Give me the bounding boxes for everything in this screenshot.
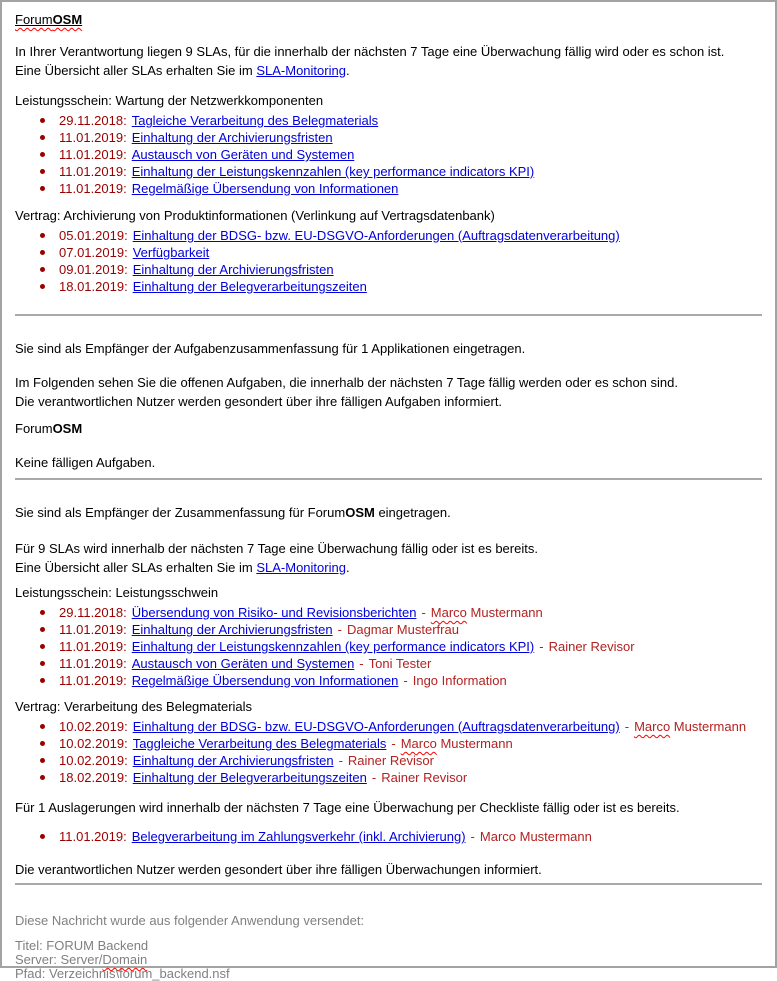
due-date: 11.01.2019: xyxy=(59,181,127,196)
name-spellcheck: Marco xyxy=(634,719,671,734)
group-title-netzwerkkomponenten: Leistungsschein: Wartung der Netzwerkkomponenten xyxy=(15,93,324,108)
brand-spellcheck xyxy=(15,12,82,27)
sla-item xyxy=(59,261,762,278)
sla-item xyxy=(59,638,762,655)
sla-item xyxy=(59,604,762,621)
tasks-recipient-line: Sie sind als Empfänger der Aufgabenzusammenfassung für 1 Applikationen eingetragen. xyxy=(15,341,526,356)
due-date: 18.01.2019: xyxy=(59,279,128,294)
sla-item xyxy=(59,244,762,261)
sla-item-link[interactable]: Übersendung von Risiko- und Revisionsberichten xyxy=(131,605,417,620)
sla-item-link[interactable]: Einhaltung der Archivierungsfristen xyxy=(132,262,334,277)
name-separator: - xyxy=(371,770,377,785)
footer xyxy=(15,913,762,981)
name-separator: - xyxy=(359,656,364,671)
section-divider xyxy=(15,478,762,480)
sla-item-link[interactable]: Einhaltung der Leistungskennzahlen (key performance indicators KPI) xyxy=(131,639,535,654)
brand-prefix: Forum xyxy=(15,12,53,27)
server-domain-spellcheck: Domain xyxy=(102,952,148,967)
summary-line2-prefix: Eine Übersicht aller SLAs erhalten Sie im xyxy=(15,560,257,575)
responsible-name: - Rainer Revisor xyxy=(539,639,635,654)
name-separator: - xyxy=(421,605,426,620)
responsible-name: - Toni Tester xyxy=(359,656,432,671)
sla-item-link[interactable]: Einhaltung der Archivierungsfristen xyxy=(131,130,333,145)
responsible-name: - Ingo Information xyxy=(403,673,507,688)
sla-list-belegmaterial xyxy=(15,718,762,786)
sla-item xyxy=(59,828,762,845)
footer-path-line: Pfad: Verzeichnis\forum_backend.nsf xyxy=(15,966,230,981)
brand-suffix: OSM xyxy=(52,421,83,436)
group-title-leistungsschwein: Leistungsschein: Leistungsschwein xyxy=(15,585,219,600)
due-date: 11.01.2019: xyxy=(59,639,127,654)
section-divider xyxy=(15,314,762,316)
footer-app-info xyxy=(15,939,762,981)
summary-intro-paragraph xyxy=(15,539,762,577)
brand-suffix: OSM xyxy=(52,12,83,27)
sla-item-link[interactable]: Verfügbarkeit xyxy=(132,245,210,260)
summary-recipient-prefix: Sie sind als Empfänger der Zusammenfassung für xyxy=(15,505,308,520)
brand-prefix: Forum xyxy=(307,505,346,520)
sla-item-link[interactable]: Einhaltung der Belegverarbeitungszeiten xyxy=(132,770,367,785)
section-divider xyxy=(15,883,762,885)
sla-item-link[interactable]: Taggleiche Verarbeitung des Belegmaterials xyxy=(132,736,387,751)
name-separator: - xyxy=(539,639,544,654)
sla-item-link[interactable]: Einhaltung der Archivierungsfristen xyxy=(131,622,333,637)
summary-recipient-suffix: eingetragen. xyxy=(374,505,451,520)
responsible-name: - Marco Mustermann xyxy=(421,605,543,620)
sla-item xyxy=(59,129,762,146)
due-date: 18.02.2019: xyxy=(59,770,128,785)
footer-server-line: Server: Server/Domain xyxy=(15,952,148,967)
due-date: 11.01.2019: xyxy=(59,656,127,671)
sla-intro-paragraph xyxy=(15,42,762,80)
sla-item xyxy=(59,769,762,786)
sla-monitoring-link[interactable]: SLA-Monitoring xyxy=(256,63,346,78)
sla-intro-line2-prefix: Eine Übersicht aller SLAs erhalten Sie im xyxy=(15,63,257,78)
sla-list-netzwerkkomponenten xyxy=(15,112,762,197)
sla-list-leistungsschwein xyxy=(15,604,762,689)
name-separator: - xyxy=(403,673,408,688)
sla-item xyxy=(59,112,762,129)
sla-item-link[interactable]: Einhaltung der Archivierungsfristen xyxy=(132,753,334,768)
name-separator: - xyxy=(338,753,343,768)
summary-recipient-line xyxy=(15,503,762,522)
no-tasks-line: Keine fälligen Aufgaben. xyxy=(15,455,156,470)
name-separator: - xyxy=(624,719,630,734)
group-title-produktinformationen: Vertrag: Archivierung von Produktinformationen (Verlinkung auf Vertragsdatenbank) xyxy=(15,208,495,223)
sla-item-link[interactable]: Einhaltung der BDSG- bzw. EU-DSGVO-Anforderungen (Auftragsdatenverarbeitung) xyxy=(132,719,620,734)
sla-item-link[interactable]: Einhaltung der Belegverarbeitungszeiten xyxy=(132,279,367,294)
tasks-info-line1: Im Folgenden sehen Sie die offenen Aufgaben, die innerhalb der nächsten 7 Tage fällig werden oder es schon sind. xyxy=(15,375,678,390)
name-separator: - xyxy=(470,829,475,844)
sla-item xyxy=(59,752,762,769)
due-date: 29.11.2018: xyxy=(59,113,127,128)
sla-item xyxy=(59,278,762,295)
sla-item xyxy=(59,672,762,689)
path-file-spellcheck: forum_backend.nsf xyxy=(119,966,230,981)
footer-sent-from: Diese Nachricht wurde aus folgender Anwendung versendet: xyxy=(15,913,365,928)
due-date: 11.01.2019: xyxy=(59,673,127,688)
responsible-name: - Rainer Revisor xyxy=(338,753,434,768)
brand-suffix: OSM xyxy=(345,505,375,520)
due-date: 10.02.2019: xyxy=(59,736,128,751)
due-date: 09.01.2019: xyxy=(59,262,128,277)
responsible-name: - Marco Mustermann xyxy=(391,736,513,751)
due-date: 29.11.2018: xyxy=(59,605,127,620)
brand-underline xyxy=(15,12,82,27)
name-spellcheck: Marco xyxy=(400,736,437,751)
responsible-name: - Dagmar Musterfrau xyxy=(337,622,459,637)
sla-item xyxy=(59,227,762,244)
app-brand-title xyxy=(15,12,762,28)
name-spellcheck: Marco xyxy=(430,605,467,620)
sla-item-link[interactable]: Einhaltung der Leistungskennzahlen (key performance indicators KPI) xyxy=(131,164,535,179)
checklist-line: Für 1 Auslagerungen wird innerhalb der nächsten 7 Tage eine Überwachung per Checkliste fällig oder ist es bereits. xyxy=(15,800,680,815)
sla-item xyxy=(59,163,762,180)
due-date: 07.01.2019: xyxy=(59,245,128,260)
due-date: 11.01.2019: xyxy=(59,622,127,637)
name-separator: - xyxy=(337,622,342,637)
sla-item-link[interactable]: Belegverarbeitung im Zahlungsverkehr (inkl. Archivierung) xyxy=(131,829,466,844)
due-date: 11.01.2019: xyxy=(59,147,127,162)
sla-item xyxy=(59,655,762,672)
name-separator: - xyxy=(391,736,396,751)
sla-list-produktinformationen xyxy=(15,227,762,295)
sla-item xyxy=(59,621,762,638)
app-brand-secondary xyxy=(15,419,762,438)
sla-intro-line2-suffix: . xyxy=(345,63,350,78)
due-date: 11.01.2019: xyxy=(59,130,127,145)
sla-item xyxy=(59,146,762,163)
due-date: 05.01.2019: xyxy=(59,228,128,243)
sla-item-link[interactable]: Austausch von Geräten und Systemen xyxy=(131,147,355,162)
responsible-name: - Marco Mustermann xyxy=(470,829,592,844)
sla-item xyxy=(59,718,762,735)
sla-item-link[interactable]: Tagleiche Verarbeitung des Belegmaterials xyxy=(131,113,379,128)
sla-item-link[interactable]: Einhaltung der BDSG- bzw. EU-DSGVO-Anforderungen (Auftragsdatenverarbeitung) xyxy=(132,228,620,243)
checklist-list xyxy=(15,828,762,845)
summary-line2-suffix: . xyxy=(345,560,350,575)
sla-monitoring-link[interactable]: SLA-Monitoring xyxy=(256,560,346,575)
footer-title-line: Titel: FORUM Backend xyxy=(15,938,149,953)
sla-item xyxy=(59,180,762,197)
sla-item-link[interactable]: Regelmäßige Übersendung von Informationen xyxy=(131,673,399,688)
tasks-info-line2: Die verantwortlichen Nutzer werden gesondert über ihre fälligen Aufgaben informiert. xyxy=(15,394,503,409)
sla-item xyxy=(59,735,762,752)
due-date: 10.02.2019: xyxy=(59,719,128,734)
summary-line1: Für 9 SLAs wird innerhalb der nächsten 7 Tage eine Überwachung fällig oder ist es bereits. xyxy=(15,541,538,556)
sla-item-link[interactable]: Austausch von Geräten und Systemen xyxy=(131,656,355,671)
closing-line: Die verantwortlichen Nutzer werden gesondert über ihre fälligen Überwachungen informiert. xyxy=(15,862,542,877)
sla-intro-line1: In Ihrer Verantwortung liegen 9 SLAs, für die innerhalb der nächsten 7 Tage eine Überwachung fällig wird oder es schon ist. xyxy=(15,44,725,59)
group-title-belegmaterial: Vertrag: Verarbeitung des Belegmaterials xyxy=(15,699,253,714)
due-date: 11.01.2019: xyxy=(59,164,127,179)
sla-item-link[interactable]: Regelmäßige Übersendung von Informationen xyxy=(131,181,399,196)
due-date: 10.02.2019: xyxy=(59,753,128,768)
tasks-info-paragraph xyxy=(15,373,762,411)
brand-prefix: Forum xyxy=(15,421,53,436)
due-date: 11.01.2019: xyxy=(59,829,127,844)
responsible-name: - Rainer Revisor xyxy=(371,770,468,785)
responsible-name: - Marco Mustermann xyxy=(624,719,747,734)
